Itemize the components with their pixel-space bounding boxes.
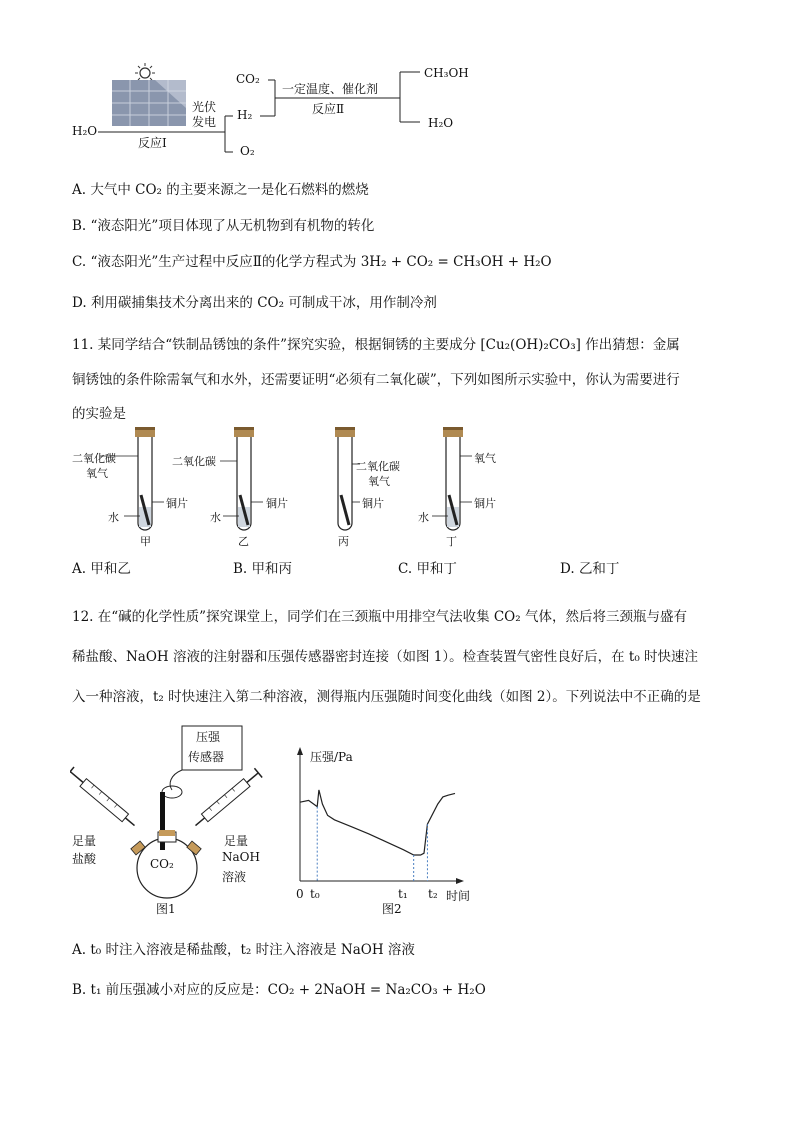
h2-label: H₂ [237, 108, 253, 122]
q12-option-b[interactable]: B. t₁ 前压强减小对应的反应是：CO₂ + 2NaOH = Na₂CO₃ + H₂O [72, 982, 486, 998]
q10-option-a[interactable]: A. 大气中 CO₂ 的主要来源之一是化石燃料的燃烧 [72, 182, 369, 198]
q11-stem-line1: 11. 某同学结合“铁制品锈蚀的条件”探究实验，根据铜锈的主要成分 [Cu₂(OH)₂CO₃] 作出猜想：金属 [72, 337, 680, 353]
q10-option-b[interactable]: B. “液态阳光”项目体现了从无机物到有机物的转化 [72, 218, 375, 234]
chart-t1-label: t₁ [398, 887, 408, 901]
pressure-chart [290, 745, 470, 905]
naoh-label-line3: 溶液 [222, 870, 247, 884]
water-product-label: H₂O [428, 116, 454, 130]
pressure-curve-line [300, 790, 455, 855]
bing-tube-name: 丙 [338, 535, 349, 548]
pv-label-bottom: 发电 [192, 115, 217, 129]
q12-stem-line1: 12. 在“碱的化学性质”探究课堂上，同学们在三颈瓶中用排空气法收集 CO₂ 气体，然后将三颈瓶与盛有 [72, 609, 687, 625]
jia-gas2-label: 氧气 [86, 467, 108, 480]
naoh-label-line2: NaOH [222, 850, 260, 864]
co2-label: CO₂ [236, 72, 260, 86]
flask-gas-label: CO₂ [150, 857, 174, 871]
bing-gas2-label: 氧气 [368, 475, 390, 488]
test-tube-ding [432, 427, 472, 530]
jia-copper-label: 铜片 [166, 497, 188, 510]
reaction1-label: 反应Ⅰ [138, 136, 167, 150]
q10-option-d[interactable]: D. 利用碳捕集技术分离出来的 CO₂ 可制成干冰，用作制冷剂 [72, 295, 437, 311]
yi-copper-label: 铜片 [266, 497, 288, 510]
figure1-caption: 图1 [156, 902, 176, 916]
yi-water-label: 水 [210, 511, 221, 524]
test-tube-bing [335, 427, 360, 530]
condition-label: 一定温度、催化剂 [282, 82, 379, 96]
q11-stem-line2: 铜锈蚀的条件除需氧气和水外，还需要证明“必须有二氧化碳”，下列如图所示实验中，你认为需要进行 [72, 372, 680, 388]
water-label: H₂O [72, 124, 98, 138]
solar-panel-icon [112, 80, 186, 126]
q12-option-a[interactable]: A. t₀ 时注入溶液是稀盐酸，t₂ 时注入溶液是 NaOH 溶液 [72, 942, 415, 958]
test-tubes-figure [60, 425, 520, 550]
apparatus-figure [70, 720, 290, 920]
sensor-label-line1: 压强 [196, 730, 221, 744]
sensor-label-line2: 传感器 [188, 750, 225, 764]
chart-t2-label: t₂ [428, 887, 438, 901]
q11-option-d[interactable]: D. 乙和丁 [560, 561, 620, 577]
chart-t0-label: t₀ [310, 887, 320, 901]
test-tube-yi [220, 427, 263, 530]
reaction2-label: 反应Ⅱ [312, 102, 345, 116]
q12-stem-line2: 稀盐酸、NaOH 溶液的注射器和压强传感器密封连接（如图 1）。检查装置气密性良好后，在 t₀ 时快速注 [72, 649, 699, 665]
hcl-label-line1: 足量 [72, 834, 97, 848]
q11-option-b[interactable]: B. 甲和丙 [233, 561, 293, 577]
q11-option-a[interactable]: A. 甲和乙 [72, 561, 131, 577]
pv-label-top: 光伏 [192, 100, 217, 114]
figure2-caption: 图2 [382, 902, 402, 916]
yi-gas1-label: 二氧化碳 [172, 455, 216, 468]
yi-tube-name: 乙 [238, 535, 249, 548]
chart-ylabel: 压强/Pa [310, 750, 353, 764]
y-axis-arrow-icon [297, 747, 303, 755]
bing-gas1-label: 二氧化碳 [356, 460, 400, 473]
methanol-label: CH₃OH [424, 66, 469, 80]
bing-copper-label: 铜片 [362, 497, 384, 510]
o2-label: O₂ [240, 144, 255, 158]
jia-tube-name: 甲 [140, 535, 151, 548]
chart-origin-label: 0 [296, 887, 304, 901]
q10-option-c[interactable]: C. “液态阳光”生产过程中反应Ⅱ的化学方程式为 3H₂ + CO₂ = CH₃OH + H₂O [72, 254, 552, 270]
ding-tube-name: 丁 [446, 535, 457, 548]
q11-stem-line3: 的实验是 [72, 406, 126, 422]
jia-gas1-label: 二氧化碳 [72, 452, 116, 465]
hcl-label-line2: 盐酸 [72, 852, 97, 866]
q11-option-c[interactable]: C. 甲和丁 [398, 561, 457, 577]
x-axis-arrow-icon [456, 878, 464, 884]
q12-stem-line3: 入一种溶液，t₂ 时快速注入第二种溶液，测得瓶内压强随时间变化曲线（如图 2）。下列说法中不正确的是 [72, 689, 701, 705]
naoh-syringe-icon [192, 768, 263, 830]
naoh-label-line1: 足量 [224, 834, 249, 848]
jia-water-label: 水 [108, 511, 119, 524]
hcl-syringe-icon [70, 767, 138, 830]
ding-water-label: 水 [418, 511, 429, 524]
chart-xlabel: 时间 [446, 889, 471, 903]
ding-copper-label: 铜片 [474, 497, 496, 510]
ding-gas1-label: 氧气 [474, 452, 496, 465]
